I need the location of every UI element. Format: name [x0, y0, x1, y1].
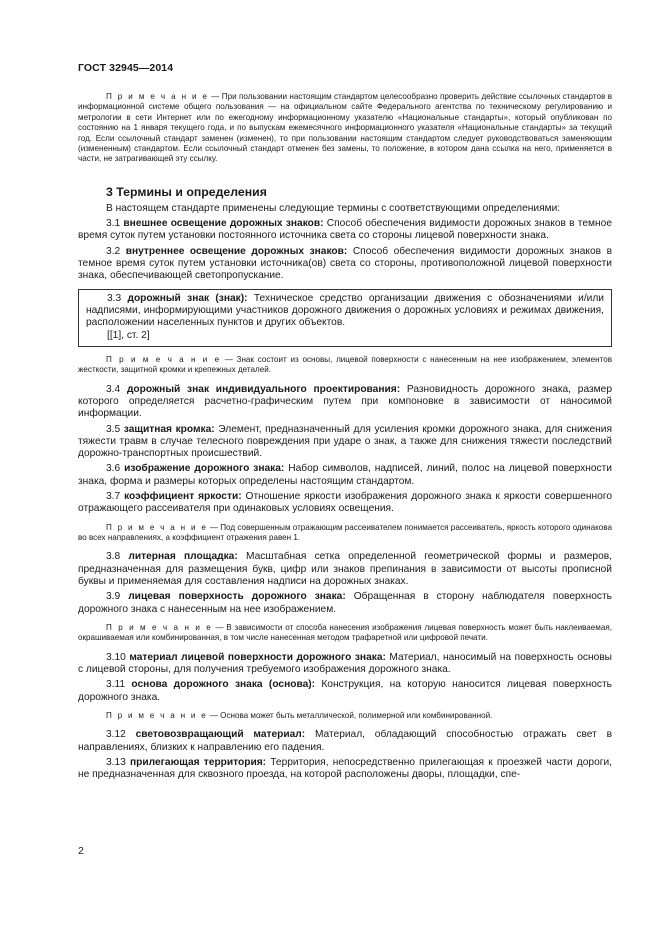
term-reference: [[1], ст. 2]: [107, 329, 150, 341]
term-3-1: [78, 218, 612, 243]
term-3-7: [78, 491, 612, 516]
term-definition: Отношение яркости изображения дорожного знака к яркости совершенного отражающего рассеивателя при одинаковых условиях освещения.: [78, 491, 612, 515]
term-3-11: [78, 679, 612, 704]
note-label: П р и м е ч а н и е: [106, 622, 213, 632]
term-definition: Конструкция, на которую наносится лицевая поверхность дорожного знака.: [78, 679, 612, 703]
term-number: 3.8: [106, 551, 121, 563]
section-intro: В настоящем стандарте применены следующие термины с соответствующими определениями:: [106, 202, 561, 214]
document-header: ГОСТ 32945—2014: [78, 62, 174, 74]
note-text: — При пользовании настоящим стандартом целесообразно проверить действие ссылочных стандартов в информационной системе общего пользования — на официальном сайте Федерального агентства по техническому регулированию и метрологии в сети Интернет или по ежегодному информационному указателю «Национальные стандарты», который опубликован по состоянию на 1 января текущего года, и по выпускам ежемесячного информационного указателя «Национальные стандарты» за текущий год. Если ссылочный стандарт заменен (изменен), то при пользовании настоящим стандартом следует руководствоваться заменяющим (измененным) стандартом. Если ссылочный стандарт отменен без замены, то положение, в котором дана ссылка на него, применяется в части, не затрагивающей эту ссылку.: [78, 92, 612, 164]
term-3-6: [78, 463, 612, 488]
note-3-11: [78, 711, 612, 721]
term-name: внутреннее освещение дорожных знаков:: [125, 245, 348, 257]
term-name: защитная кромка:: [123, 423, 215, 435]
term-3-10: [78, 652, 612, 677]
note-label: П р и м е ч а н и е: [106, 354, 221, 364]
term-number: 3.9: [106, 591, 121, 603]
term-name: прилегающая территория:: [130, 756, 267, 768]
note-3-3: [78, 355, 612, 376]
note-text: — Знак состоит из основы, лицевой поверхности с нанесенным на нее изображением, элементов жесткости, защитной кромки и крепежных деталей.: [78, 354, 612, 375]
note-standards: [78, 92, 612, 165]
term-name: коэффициент яркости:: [124, 491, 242, 502]
term-name: основа дорожного знака (основа):: [131, 679, 316, 691]
term-definition: Набор символов, надписей, линий, полос на лицевой поверхности знака, форма и размеры которых определены настоящим стандартом.: [78, 463, 612, 487]
term-number: 3.10: [106, 651, 126, 663]
note-label: П р и м е ч а н и е: [106, 522, 208, 532]
term-3-9: [78, 591, 612, 616]
term-3-8: [78, 551, 612, 588]
term-3-12: [78, 729, 612, 754]
term-definition: Материал, наносимый на поверхность основы с лицевой стороны, для получения требуемого изображения дорожного знака.: [78, 651, 612, 675]
term-definition: Территория, непосредственно прилегающая к проезжей части дороги, не предназначенная для сквозного проезда, на которой расположены дворы, площадки, спе-: [78, 756, 612, 781]
term-3-2: [78, 246, 612, 283]
term-name: дорожный знак (знак):: [127, 292, 248, 304]
note-text: — В зависимости от способа нанесения изображения лицевая поверхность может быть наклеиваемая, окрашиваемая или комбинированная, в том числе нанесенная методом трафаретной или цифровой печати.: [78, 622, 613, 643]
term-number: 3.2: [106, 245, 121, 257]
term-name: изображение дорожного знака:: [124, 463, 285, 475]
page-content: [78, 92, 612, 781]
term-name: материал лицевой поверхности дорожного знака:: [129, 651, 386, 663]
term-number: 3.13: [106, 756, 126, 768]
note-label: П р и м е ч а н и е: [106, 710, 208, 720]
term-definition: Способ обеспечения видимости дорожных знаков в темное время суток путем установки источника(ов) света со стороны, противоположной лицевой поверхности знака, обеспечивающей светопропускание.: [78, 245, 612, 282]
term-definition: Элемент, предназначенный для усиления кромки дорожного знака, для снижения тяжести травм в случае телесного повреждения при ударе о знак, а также для снижения тяжести последствий дорожно-транспортных происшествий.: [78, 423, 612, 460]
term-number: 3.7: [106, 491, 121, 502]
term-number: 3.5: [106, 423, 121, 435]
term-number: 3.1: [106, 218, 121, 230]
note-3-9: [78, 623, 612, 644]
section-title: 3 Термины и определения: [106, 184, 267, 199]
term-definition: Способ обеспечения видимости дорожных знаков в темное время суток путем установки постоянного источника света со стороны лицевой поверхности знака.: [78, 218, 612, 242]
term-number: 3.3: [107, 292, 122, 304]
term-3-13: [78, 757, 612, 782]
term-3-4: [78, 384, 612, 421]
term-name: лицевая поверхность дорожного знака:: [128, 591, 346, 603]
note-text: — Основа может быть металлической, полимерной или комбинированной.: [207, 710, 493, 720]
term-definition: Техническое средство организации движения с обозначениями и/или надписями, информирующими участников дорожного движения о дорожных условиях и режимах движения, расположении населенных пунктов и других объектов.: [86, 292, 604, 329]
term-definition: Масштабная сетка определенной геометрической формы и размеров, предназначенная для размещения букв, цифр или знаков препинания в зависимости от высоты прописной буквы и применяемая для составления надписи на дорожных знаках.: [78, 551, 612, 587]
term-number: 3.4: [106, 383, 121, 395]
term-definition: Разновидность дорожного знака, размер которого определяется расчетно-графическим путем при компоновке в зависимости от наносимой информации.: [78, 383, 612, 420]
term-number: 3.6: [106, 463, 121, 475]
term-name: внешнее освещение дорожных знаков:: [123, 218, 324, 230]
note-3-7: [78, 523, 612, 544]
term-name: литерная площадка:: [128, 551, 238, 563]
term-number: 3.11: [106, 679, 126, 691]
page-number: 2: [78, 845, 84, 857]
note-label: П р и м е ч а н и е: [106, 92, 209, 101]
term-3-3: [86, 293, 604, 330]
term-number: 3.12: [106, 729, 126, 741]
term-definition: Обращенная в сторону наблюдателя поверхность дорожного знака с нанесенным на нее изображением.: [78, 591, 612, 615]
note-text: — Под совершенным отражающим рассеивателем понимается рассеиватель, яркость которого одинакова во всех направлениях, а коэффициент отражения равен 1.: [78, 522, 612, 542]
term-definition: Материал, обладающий способностью отражать свет в направлениях, близких к направлению его падения.: [78, 729, 612, 753]
term-3-5: [78, 424, 612, 461]
term-3-3-box: [78, 289, 612, 347]
term-name: дорожный знак индивидуального проектирования:: [126, 383, 401, 395]
term-name: световозвращающий материал:: [135, 729, 306, 741]
